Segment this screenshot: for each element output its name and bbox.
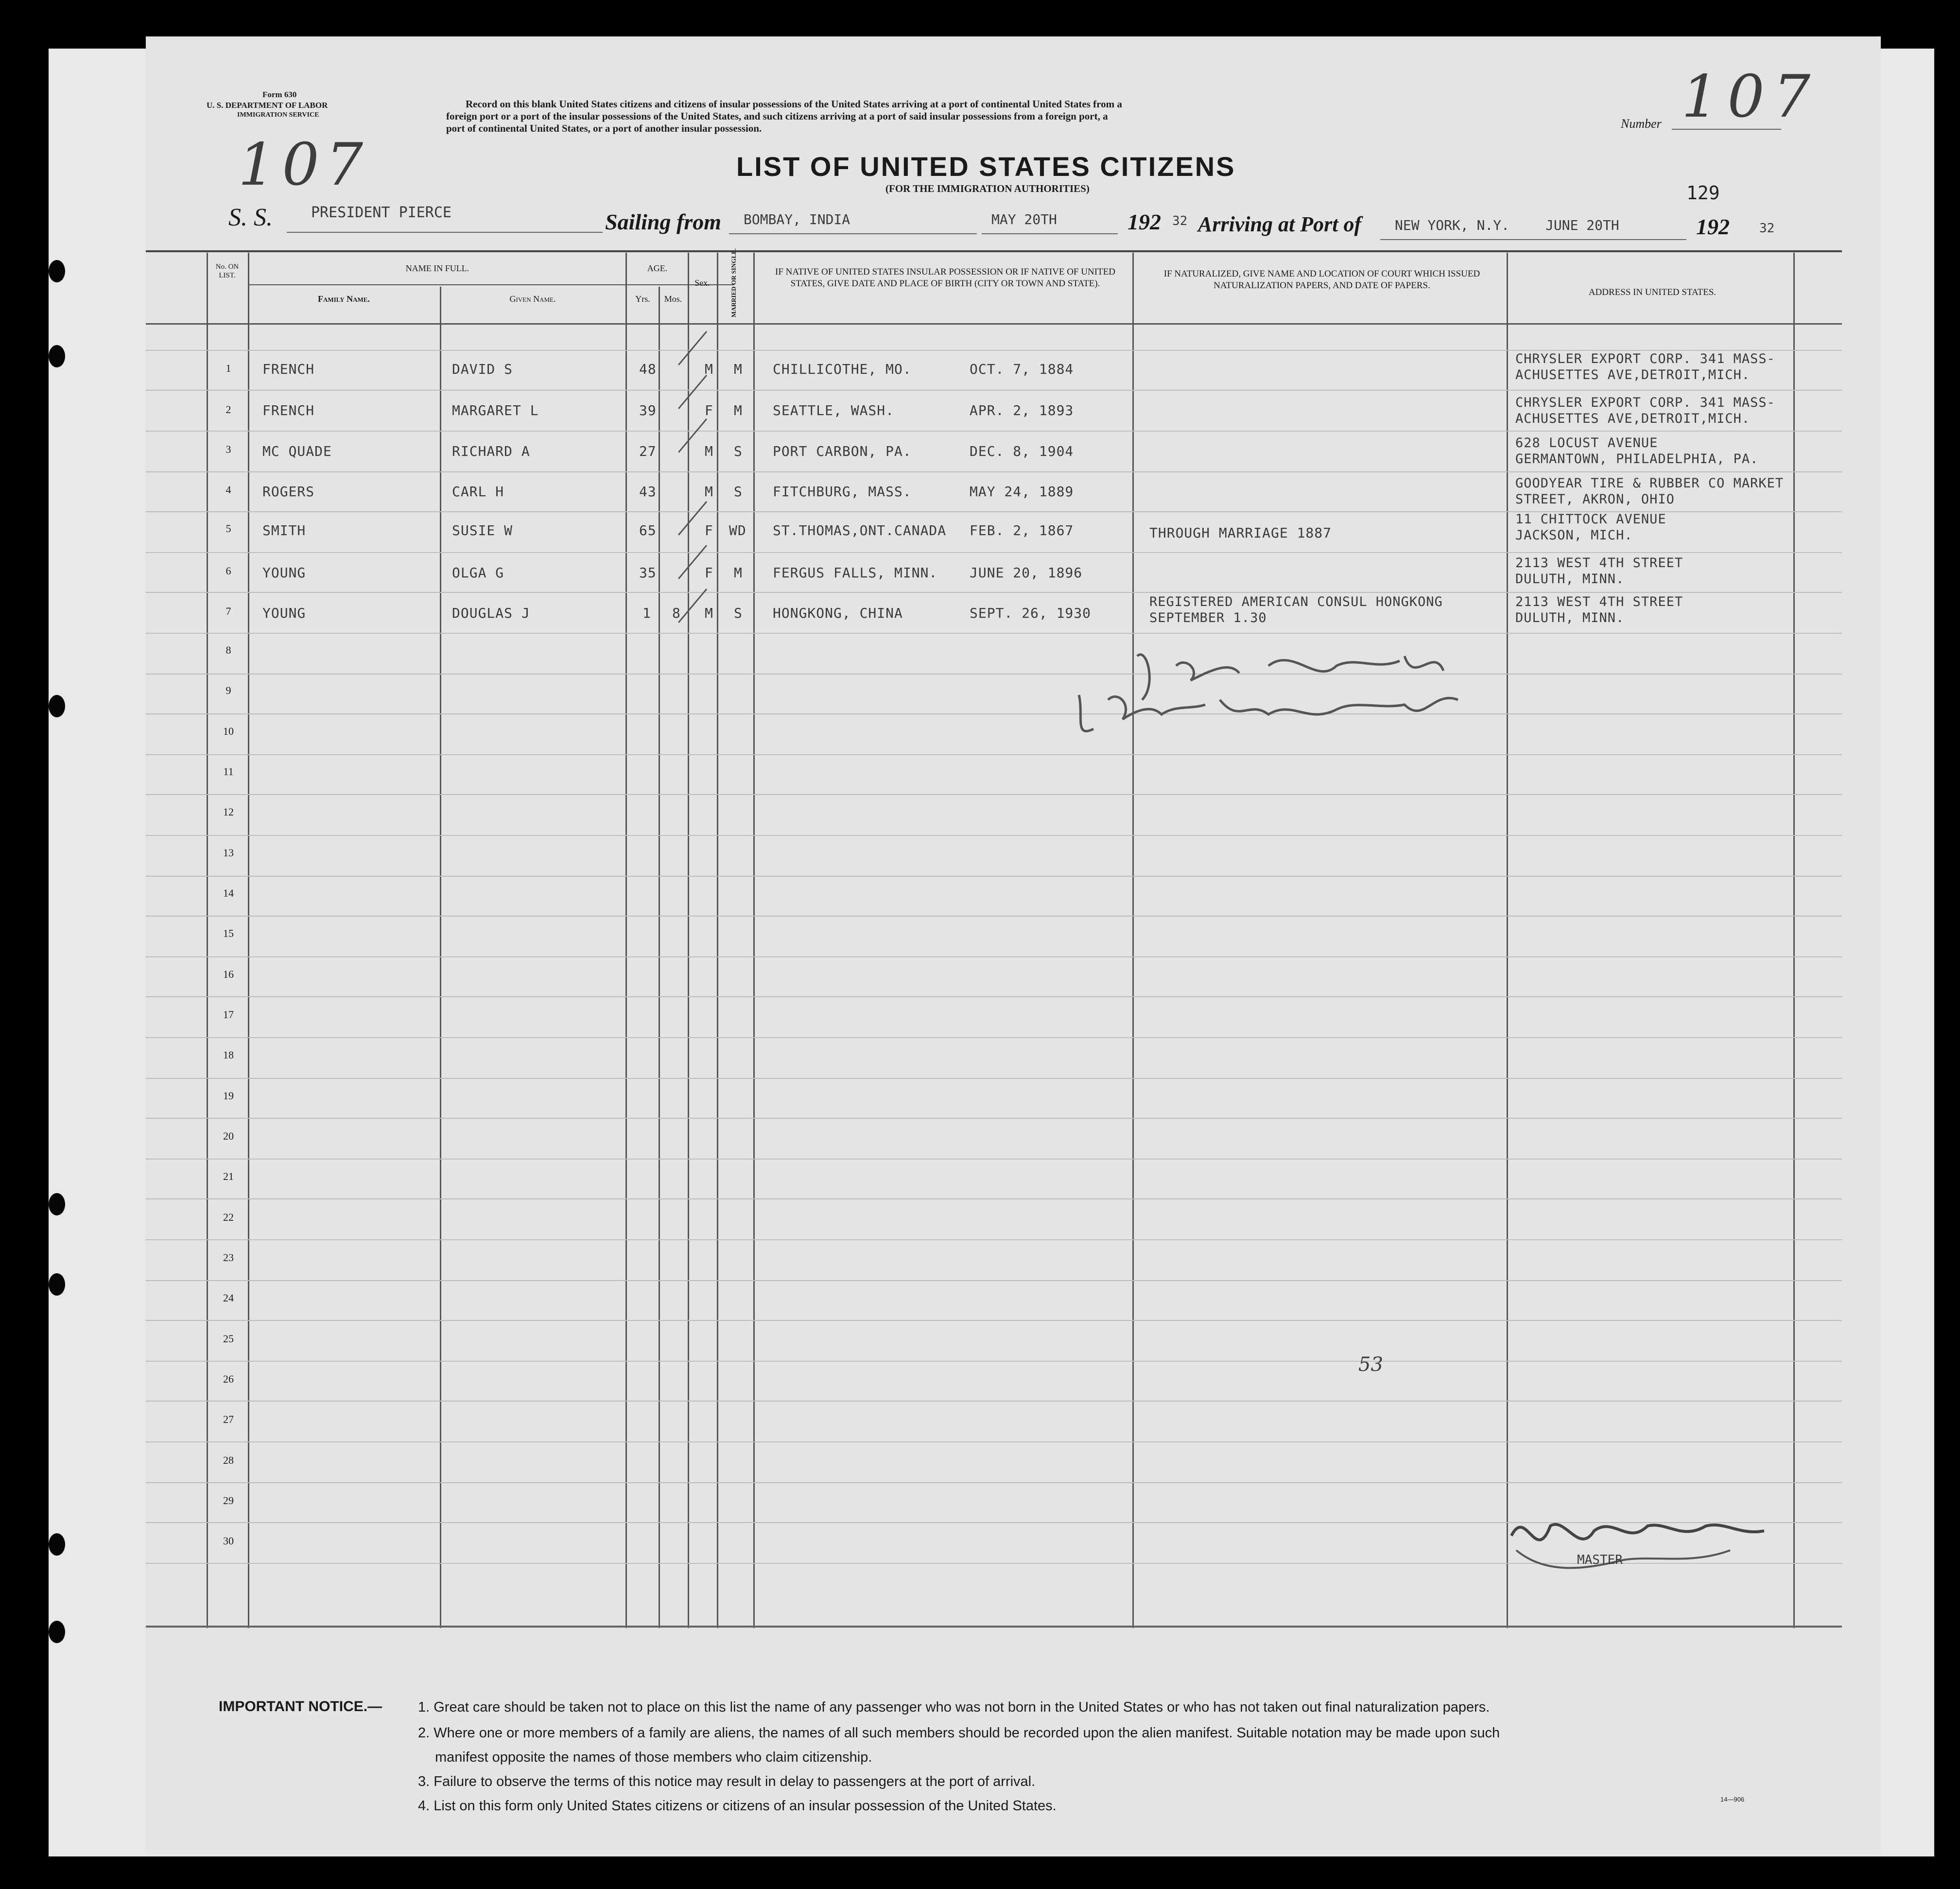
year-suffix-2: 32 bbox=[1759, 221, 1775, 236]
sex: F bbox=[705, 522, 713, 538]
family-name: FRENCH bbox=[262, 402, 315, 418]
birth-date: MAY 24, 1889 bbox=[970, 484, 1074, 500]
arriving-label: Arriving at Port of bbox=[1198, 212, 1362, 236]
row-rule bbox=[146, 1320, 1842, 1321]
address-line-1: GOODYEAR TIRE & RUBBER CO MARKET bbox=[1515, 476, 1784, 491]
address-line-2: ACHUSETTES AVE,DETROIT,MICH. bbox=[1515, 411, 1751, 426]
departure-underline bbox=[729, 233, 977, 234]
departure-date-underline bbox=[982, 233, 1118, 234]
address-line-1: 2113 WEST 4TH STREET bbox=[1515, 594, 1683, 609]
address-line-1: 628 LOCUST AVENUE bbox=[1515, 435, 1658, 451]
column-rule bbox=[717, 253, 718, 1628]
column-rule bbox=[753, 253, 755, 1628]
birthplace: HONGKONG, CHINA bbox=[773, 605, 903, 621]
address-line-1: 2113 WEST 4TH STREET bbox=[1515, 555, 1683, 571]
row-number: 13 bbox=[223, 847, 234, 859]
marital-status: M bbox=[734, 402, 743, 418]
birthplace: PORT CARBON, PA. bbox=[773, 443, 912, 459]
header-naturalized: IF NATURALIZED, GIVE NAME AND LOCATION OF COURT WHICH ISSUED NATURALIZATION PAPERS, AND DATE OF PAPERS. bbox=[1163, 269, 1480, 291]
row-rule bbox=[146, 1361, 1842, 1362]
binder-hole bbox=[49, 260, 65, 282]
header-name-in-full: NAME IN FULL. bbox=[405, 263, 469, 273]
given-name: MARGARET L bbox=[452, 402, 539, 418]
age-months: 8 bbox=[672, 605, 681, 621]
row-number: 7 bbox=[225, 605, 231, 617]
row-rule bbox=[146, 471, 1842, 472]
master-signature bbox=[1507, 1497, 1779, 1594]
instructions-line-2: foreign port or a port of the insular possessions of the United States, and such citizens arriving at a port of said insular possessions from a foreign port, a bbox=[446, 110, 1108, 122]
row-rule bbox=[146, 1118, 1842, 1119]
ss-label: S. S. bbox=[228, 204, 273, 231]
instructions-line-1: Record on this blank United States citizens and citizens of insular possessions of the United States arriving at a port of continental United States from a bbox=[466, 98, 1122, 110]
family-name: ROGERS bbox=[262, 484, 315, 500]
row-number: 10 bbox=[223, 725, 234, 737]
binder-hole bbox=[49, 1273, 65, 1296]
handwritten-list-number: 107 bbox=[238, 131, 370, 199]
age-years: 35 bbox=[639, 565, 657, 581]
age-years: 1 bbox=[642, 605, 651, 621]
header-family-name: Family Name. bbox=[318, 294, 370, 304]
given-name: CARL H bbox=[452, 484, 504, 500]
year-label-1: 192 bbox=[1127, 209, 1161, 234]
row-number: 4 bbox=[225, 484, 231, 496]
column-rule bbox=[625, 253, 627, 1628]
row-number: 14 bbox=[223, 887, 234, 899]
marital-status: WD bbox=[729, 522, 746, 538]
row-rule bbox=[146, 835, 1842, 836]
column-rule bbox=[659, 287, 660, 1628]
given-name: RICHARD A bbox=[452, 443, 530, 459]
address-line-1: 11 CHITTOCK AVENUE bbox=[1515, 512, 1666, 527]
header-sex: Sex. bbox=[694, 278, 710, 288]
family-name: FRENCH bbox=[262, 361, 315, 377]
marital-status: S bbox=[734, 443, 743, 459]
row-rule bbox=[146, 876, 1842, 877]
row-rule bbox=[146, 633, 1842, 634]
given-name: SUSIE W bbox=[452, 522, 513, 538]
address-line-1: CHRYSLER EXPORT CORP. 341 MASS- bbox=[1515, 395, 1775, 410]
year-label-2: 192 bbox=[1696, 214, 1730, 239]
birthplace: ST.THOMAS,ONT.CANADA bbox=[773, 522, 947, 538]
row-rule bbox=[146, 1401, 1842, 1402]
marital-status: S bbox=[734, 605, 743, 621]
naturalization: THROUGH MARRIAGE 1887 bbox=[1149, 525, 1332, 541]
family-name: SMITH bbox=[262, 522, 306, 538]
notice-heading: IMPORTANT NOTICE.— bbox=[219, 1698, 382, 1715]
table-top-border bbox=[146, 250, 1842, 252]
age-years: 65 bbox=[639, 522, 657, 538]
print-code: 14—906 bbox=[1720, 1796, 1745, 1803]
address-line-2: GERMANTOWN, PHILADELPHIA, PA. bbox=[1515, 451, 1759, 467]
row-number: 30 bbox=[223, 1535, 234, 1547]
address-line-2: JACKSON, MICH. bbox=[1515, 528, 1633, 543]
row-number: 28 bbox=[223, 1454, 234, 1466]
row-rule bbox=[146, 1159, 1842, 1160]
header-married-single: MARRIED OR SINGLE. bbox=[730, 248, 737, 317]
family-name: MC QUADE bbox=[262, 443, 332, 459]
binder-hole bbox=[49, 695, 65, 717]
row-rule bbox=[146, 1078, 1842, 1079]
column-rule bbox=[440, 287, 441, 1628]
number-label: Number bbox=[1621, 117, 1662, 131]
header-given-name: Given Name. bbox=[509, 294, 556, 304]
address-line-2: ACHUSETTES AVE,DETROIT,MICH. bbox=[1515, 367, 1751, 382]
header-birth: IF NATIVE OF UNITED STATES INSULAR POSSESSION OR IF NATIVE OF UNITED STATES, GIVE DATE AND PLACE OF BIRTH (CITY OR TOWN AND STATE). bbox=[775, 267, 1115, 289]
marital-status: M bbox=[734, 565, 743, 581]
row-number: 11 bbox=[223, 765, 234, 778]
department-label: U. S. DEPARTMENT OF LABOR bbox=[207, 101, 328, 110]
row-number: 27 bbox=[223, 1413, 234, 1425]
naturalization-line-2: SEPTEMBER 1.30 bbox=[1149, 610, 1267, 625]
service-label: IMMIGRATION SERVICE bbox=[237, 111, 319, 119]
sex: M bbox=[705, 361, 713, 377]
table-bottom-border bbox=[146, 1626, 1842, 1628]
row-rule bbox=[146, 1037, 1842, 1038]
row-number: 21 bbox=[223, 1170, 234, 1182]
given-name: DAVID S bbox=[452, 361, 513, 377]
address-line-2: STREET, AKRON, OHIO bbox=[1515, 492, 1675, 507]
age-years: 48 bbox=[639, 361, 657, 377]
notice-item-2: 2. Where one or more members of a family are aliens, the names of all such members should be recorded upon the alien manifest. Suitable notation may be made upon such bbox=[418, 1725, 1500, 1741]
binder-hole bbox=[49, 1193, 65, 1215]
row-number: 16 bbox=[223, 968, 234, 980]
row-number: 9 bbox=[225, 684, 231, 696]
sex: F bbox=[705, 402, 713, 418]
header-bottom-border bbox=[146, 323, 1842, 325]
row-rule bbox=[146, 431, 1842, 432]
master-label: MASTER bbox=[1577, 1553, 1623, 1567]
page-number: 129 bbox=[1686, 182, 1720, 204]
row-number: 26 bbox=[223, 1373, 234, 1385]
ship-underline bbox=[287, 232, 603, 233]
binder-hole bbox=[49, 345, 65, 367]
row-rule bbox=[146, 794, 1842, 795]
naturalization: REGISTERED AMERICAN CONSUL HONGKONG bbox=[1149, 594, 1443, 609]
form-number: Form 630 bbox=[262, 90, 297, 99]
given-name: OLGA G bbox=[452, 565, 504, 581]
birth-date: DEC. 8, 1904 bbox=[970, 443, 1074, 459]
family-name: YOUNG bbox=[262, 565, 306, 581]
page-subtitle: (FOR THE IMMIGRATION AUTHORITIES) bbox=[885, 183, 1090, 194]
row-number: 22 bbox=[223, 1211, 234, 1223]
row-number: 8 bbox=[225, 644, 231, 656]
birth-date: SEPT. 26, 1930 bbox=[970, 605, 1092, 621]
given-name: DOUGLAS J bbox=[452, 605, 530, 621]
family-name: YOUNG bbox=[262, 605, 306, 621]
arrival-port: NEW YORK, N.Y. bbox=[1395, 217, 1510, 233]
row-rule bbox=[146, 552, 1842, 553]
address-line-2: DULUTH, MINN. bbox=[1515, 610, 1625, 625]
row-rule bbox=[146, 1482, 1842, 1483]
birth-date: APR. 2, 1893 bbox=[970, 402, 1074, 418]
row-rule bbox=[146, 713, 1842, 714]
row-number: 25 bbox=[223, 1333, 234, 1345]
birth-date: JUNE 20, 1896 bbox=[970, 565, 1083, 581]
row-number: 17 bbox=[223, 1008, 234, 1021]
row-number: 18 bbox=[223, 1049, 234, 1061]
row-number: 1 bbox=[225, 362, 231, 374]
notice-item-2b: manifest opposite the names of those members who claim citizenship. bbox=[435, 1750, 872, 1765]
row-number: 24 bbox=[223, 1292, 234, 1304]
marital-status: S bbox=[734, 484, 743, 500]
instructions-line-3: port of continental United States, or a port of another insular possession. bbox=[446, 122, 762, 134]
notice-item-4: 4. List on this form only United States citizens or citizens of an insular possession of the United States. bbox=[418, 1798, 1057, 1814]
header-mos: Mos. bbox=[664, 294, 682, 304]
row-rule bbox=[146, 1441, 1842, 1442]
birthplace: FERGUS FALLS, MINN. bbox=[773, 565, 938, 581]
column-rule bbox=[688, 253, 689, 1628]
birthplace: CHILLICOTHE, MO. bbox=[773, 361, 912, 377]
row-number: 29 bbox=[223, 1494, 234, 1507]
age-years: 43 bbox=[639, 484, 657, 500]
row-rule bbox=[146, 674, 1842, 675]
birthplace: FITCHBURG, MASS. bbox=[773, 484, 912, 500]
column-rule bbox=[1132, 253, 1134, 1628]
stamp-mark: 53 bbox=[1358, 1353, 1383, 1376]
sex: F bbox=[705, 565, 713, 581]
row-rule bbox=[146, 996, 1842, 997]
row-number: 20 bbox=[223, 1130, 234, 1142]
address-line-2: DULUTH, MINN. bbox=[1515, 572, 1625, 587]
header-no-on-list: No. ON LIST. bbox=[215, 263, 239, 279]
address-line-1: CHRYSLER EXPORT CORP. 341 MASS- bbox=[1515, 351, 1775, 366]
age-years: 39 bbox=[639, 402, 657, 418]
row-rule bbox=[146, 916, 1842, 917]
binder-hole bbox=[49, 1533, 65, 1556]
row-number: 19 bbox=[223, 1090, 234, 1102]
row-number: 6 bbox=[225, 565, 231, 577]
birth-date: FEB. 2, 1867 bbox=[970, 522, 1074, 538]
row-rule bbox=[146, 754, 1842, 755]
row-rule bbox=[146, 592, 1842, 593]
row-number: 12 bbox=[223, 806, 234, 818]
row-number: 5 bbox=[225, 522, 231, 535]
row-rule bbox=[146, 1198, 1842, 1199]
page-title: LIST OF UNITED STATES CITIZENS bbox=[736, 151, 1236, 182]
row-rule bbox=[146, 390, 1842, 391]
notice-item-3: 3. Failure to observe the terms of this notice may result in delay to passengers at the port of arrival. bbox=[418, 1774, 1036, 1789]
arrival-date: JUNE 20TH bbox=[1545, 217, 1619, 233]
notice-item-1: 1. Great care should be taken not to place on this list the name of any passenger who was not born in the United States or who has not taken out final naturalization papers. bbox=[418, 1699, 1490, 1715]
row-rule bbox=[146, 1239, 1842, 1240]
ship-name: PRESIDENT PIERCE bbox=[311, 204, 451, 221]
departure-date: MAY 20TH bbox=[991, 211, 1057, 227]
row-rule bbox=[146, 1280, 1842, 1281]
sailing-from-label: Sailing from bbox=[605, 209, 722, 234]
row-number: 23 bbox=[223, 1251, 234, 1264]
binder-hole bbox=[49, 1621, 65, 1643]
row-number: 2 bbox=[225, 403, 231, 416]
departure-port: BOMBAY, INDIA bbox=[744, 211, 850, 227]
row-number: 3 bbox=[225, 443, 231, 455]
arrival-underline bbox=[1380, 239, 1686, 240]
sex: M bbox=[705, 484, 713, 500]
birthplace: SEATTLE, WASH. bbox=[773, 402, 895, 418]
marital-status: M bbox=[734, 361, 743, 377]
sex: M bbox=[705, 605, 713, 621]
year-suffix-1: 32 bbox=[1172, 214, 1188, 228]
birth-date: OCT. 7, 1884 bbox=[970, 361, 1074, 377]
header-address: ADDRESS IN UNITED STATES. bbox=[1588, 287, 1717, 297]
header-yrs: Yrs. bbox=[635, 294, 650, 304]
row-number: 15 bbox=[223, 927, 234, 939]
column-rule bbox=[1507, 253, 1508, 1628]
number-value: 107 bbox=[1682, 63, 1820, 131]
header-age: AGE. bbox=[647, 263, 668, 273]
sex: M bbox=[705, 443, 713, 459]
handwritten-signature bbox=[1064, 627, 1492, 753]
name-subheader-line bbox=[248, 284, 734, 285]
age-years: 27 bbox=[639, 443, 657, 459]
row-rule bbox=[146, 956, 1842, 957]
column-rule bbox=[1793, 253, 1795, 1628]
